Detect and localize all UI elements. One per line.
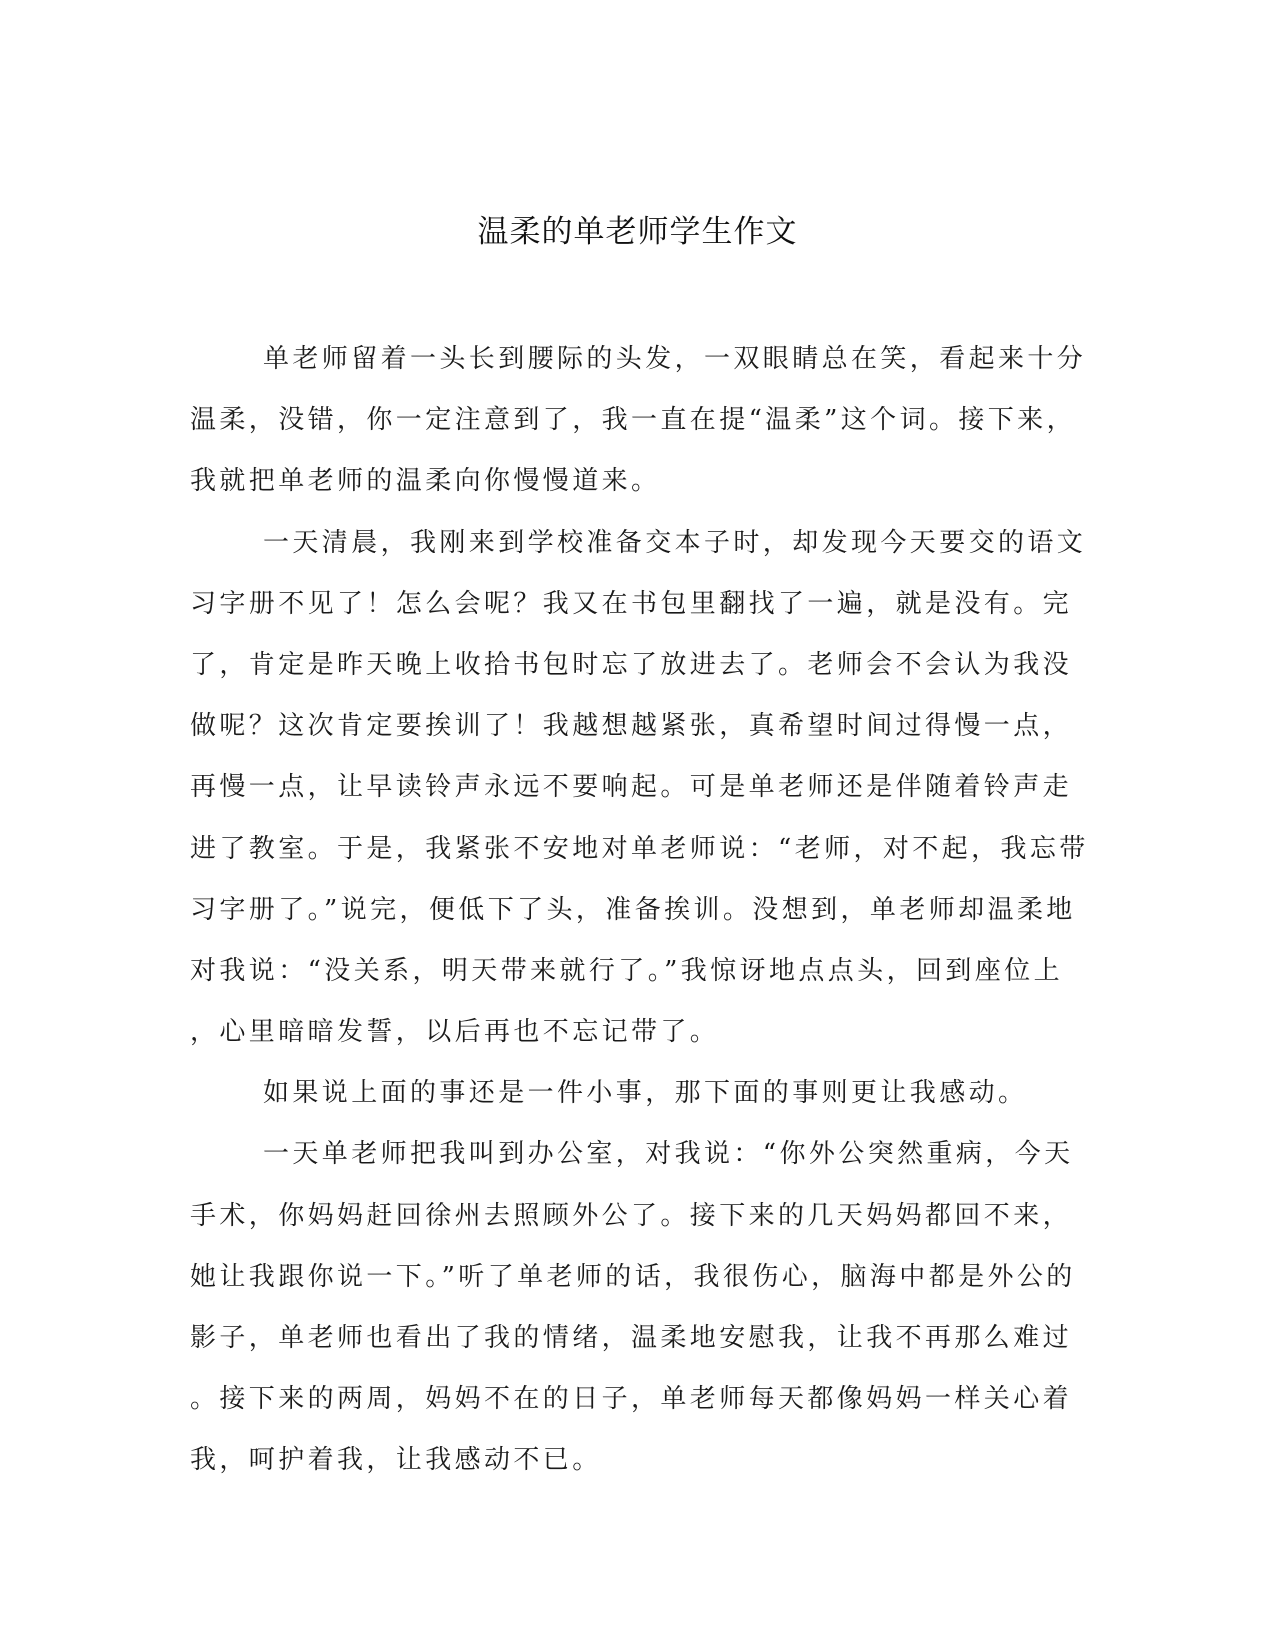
paragraph-4-line-2: 手术，你妈妈赶回徐州去照顾外公了。接下来的几天妈妈都回不来， xyxy=(190,1200,1073,1231)
paragraph-1-line-1: 单老师留着一头长到腰际的头发，一双眼睛总在笑，看起来十分 xyxy=(263,344,1087,374)
paragraph-3-line-1: 如果说上面的事还是一件小事，那下面的事则更让我感动。 xyxy=(263,1078,1028,1109)
paragraph-2-line-5: 再慢一点，让早读铃声永远不要响起。可是单老师还是伴随着铃声走 xyxy=(190,772,1073,803)
paragraph-1-line-2: 温柔，没错，你一定注意到了，我一直在提“温柔”这个词。接下来， xyxy=(190,405,1076,436)
paragraph-4-line-5: 。接下来的两周，妈妈不在的日子，单老师每天都像妈妈一样关心着 xyxy=(190,1384,1073,1415)
paragraph-2-line-3: 了，肯定是昨天晚上收拾书包时忘了放进去了。老师会不会认为我没 xyxy=(190,649,1073,680)
document-title: 温柔的单老师学生作文 xyxy=(477,214,798,250)
paragraph-4-line-6: 我，呵护着我，让我感动不已。 xyxy=(190,1445,602,1476)
paragraph-4-line-1: 一天单老师把我叫到办公室，对我说：“你外公突然重病，今天 xyxy=(263,1139,1074,1170)
paragraph-4-line-4: 影子，单老师也看出了我的情绪，温柔地安慰我，让我不再那么难过 xyxy=(190,1323,1073,1353)
paragraph-2-line-6: 进了教室。于是，我紧张不安地对单老师说：“老师，对不起，我忘带 xyxy=(190,833,1089,864)
paragraph-4-line-3: 她让我跟你说一下。”听了单老师的话，我很伤心，脑海中都是外公的 xyxy=(190,1261,1076,1292)
paragraph-2-line-9: ，心里暗暗发誓，以后再也不忘记带了。 xyxy=(190,1017,720,1048)
paragraph-2-line-7: 习字册了。”说完，便低下了头，准备挨训。没想到，单老师却温柔地 xyxy=(190,894,1076,925)
paragraph-1-line-3: 我就把单老师的温柔向你慢慢道来。 xyxy=(190,466,661,497)
essay-body xyxy=(190,329,1089,1492)
paragraph-2-line-1: 一天清晨，我刚来到学校准备交本子时，却发现今天要交的语文 xyxy=(263,527,1087,558)
paragraph-2-line-8: 对我说：“没关系，明天带来就行了。”我惊讶地点点头，回到座位上 xyxy=(190,955,1063,986)
paragraph-2-line-2: 习字册不见了！怎么会呢？我又在书包里翻找了一遍，就是没有。完 xyxy=(190,588,1073,619)
paragraph-2-line-4: 做呢？这次肯定要挨训了！我越想越紧张，真希望时间过得慢一点， xyxy=(190,711,1073,742)
